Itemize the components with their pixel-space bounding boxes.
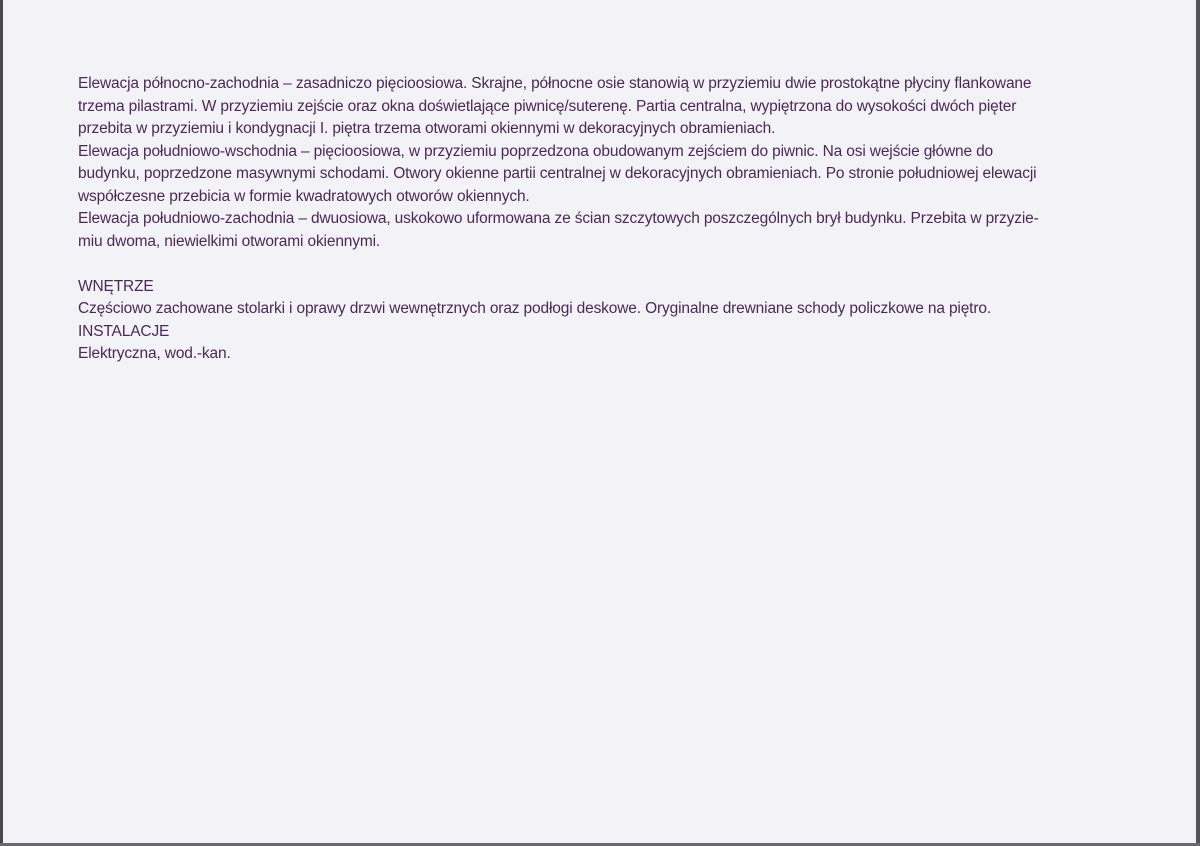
section-heading-instalacje: INSTALACJE xyxy=(78,322,170,340)
text-line: Elewacja południowo-wschodnia – pięcioosiowa, w przyziemiu poprzedzona obudowanym zejściem do piwnic. Na osi wejście główne do xyxy=(78,142,994,160)
text-line: budynku, poprzedzone masywnymi schodami. Otwory okienne partii centralnej w dekoracyjnych obramieniach. Po stronie południowej elewacji xyxy=(78,165,1037,182)
document-body xyxy=(78,73,1128,366)
section-text-instalacje: Elektryczna, wod.-kan. xyxy=(78,345,231,362)
text-line: Elewacja południowo-zachodnia – dwuosiowa, uskokowo uformowana ze ścian szczytowych poszczególnych brył budynku. Przebita w przyzie- xyxy=(78,210,1039,227)
text-line: miu dwoma, niewielkimi otworami okiennymi. xyxy=(78,232,381,250)
page-edge-right xyxy=(1196,0,1200,846)
section-text-wnetrze: Częściowo zachowane stolarki i oprawy drzwi wewnętrznych oraz podłogi deskowe. Oryginalne drewniane schody policzkowe na piętro. xyxy=(78,300,991,317)
text-line: przebita w przyziemiu i kondygnacji I. piętra trzema otworami okiennymi w dekoracyjnych obramieniach. xyxy=(78,120,776,137)
spacer xyxy=(78,253,1128,276)
text-line: trzema pilastrami. W przyziemiu zejście oraz okna doświetlające piwnicę/suterenę. Partia centralna, wypiętrzona do wysokości dwóch pięter xyxy=(78,97,1017,115)
page-edge-left xyxy=(0,0,3,846)
section-heading-wnetrze: WNĘTRZE xyxy=(78,277,154,295)
text-line: współczesne przebicia w formie kwadratowych otworów okiennych. xyxy=(78,187,530,205)
text-line: Elewacja północno-zachodnia – zasadniczo pięcioosiowa. Skrajne, północne osie stanowią w przyziemiu dwie prostokątne płyciny flankowane xyxy=(78,75,1032,92)
